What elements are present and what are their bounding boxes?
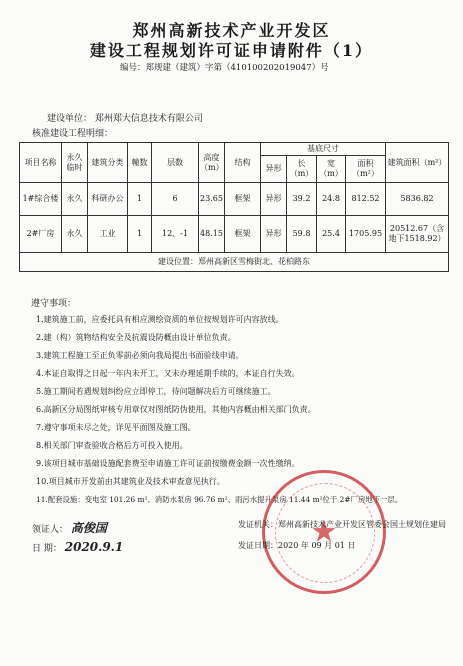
receive-date	[32, 540, 123, 554]
note-item: 10.项目城市开发前由其建筑业及技术审查意见执行。	[36, 477, 225, 486]
cell-name: 1#综合楼	[20, 183, 62, 216]
receiver-signature: 高俊国	[70, 521, 107, 535]
official-seal	[262, 470, 386, 594]
cell-height: 23.65	[199, 183, 225, 216]
cell-total: 5836.82	[386, 183, 449, 216]
header-name: 项目名称	[20, 143, 62, 183]
cell-category: 工业	[88, 216, 128, 253]
receiver-label: 领证人：	[32, 525, 69, 535]
date-label: 日 期：	[32, 544, 62, 554]
header-base-size: 基底尺寸	[261, 143, 386, 156]
note-item: 8.相关部门审查验收合格后方可投入使用。	[36, 441, 188, 450]
note-item: 5.施工期间若遇规划纠纷应立即停工，待问题解决后方可继续施工。	[36, 387, 276, 396]
construction-unit: 建设单位： 郑州郑大信息技术有限公司	[47, 114, 203, 124]
table-row	[20, 183, 449, 216]
cell-length: 39.2	[287, 183, 317, 216]
note-item: 2.建（构）筑物结构安全及抗震设防概由设计单位负责。	[36, 333, 236, 342]
cell-shape: 异形	[261, 216, 287, 253]
star-icon: ★	[310, 514, 338, 550]
note-item: 3.建筑工程施工至正负零前必须向我局提出书面验线申请。	[36, 351, 244, 360]
cell-total: 20512.67（含地下1518.92）	[386, 216, 449, 253]
title-line-2: 建设工程规划许可证申请附件（1）	[89, 41, 374, 60]
cell-floors: 6	[152, 183, 199, 216]
project-details-label: 核准建设工程明细：	[32, 129, 114, 139]
receiver	[32, 519, 107, 536]
cell-count: 1	[128, 183, 152, 216]
cell-structure: 框架	[225, 216, 261, 253]
header-type: 永久临时	[62, 143, 88, 183]
issuing-authority: 发证机关：郑州高新技术产业开发区管委会国土规划住建局	[238, 520, 446, 529]
header-category: 建筑分类	[88, 143, 128, 183]
address-row	[20, 253, 449, 272]
note-item: 9.该项目城市基础设施配套费至申请施工许可证前按缴费金额一次性缴纳。	[36, 459, 300, 468]
note-item: 6.高新区分局图纸审核专用章仅对图纸防伪使用，其他内容概由相关部门负责。	[36, 405, 316, 414]
table-header-row	[20, 143, 449, 156]
header-shape: 异形	[261, 156, 287, 183]
cell-width: 25.4	[317, 216, 346, 253]
note-item: 4.本证自取得之日起一年内未开工，又未办理延期手续的，本证自行失效。	[36, 369, 300, 378]
cell-height: 48.15	[199, 216, 225, 253]
cell-shape: 异形	[261, 183, 287, 216]
header-height: 高度（m）	[199, 143, 225, 183]
cell-area: 812.52	[346, 183, 386, 216]
header-total-area: 建筑面积（m²）	[386, 143, 449, 183]
cell-structure: 框架	[225, 183, 261, 216]
cell-name: 2#厂房	[20, 216, 62, 253]
cell-width: 24.8	[317, 183, 346, 216]
handwritten-date: 2020.9.1	[64, 540, 124, 554]
cell-area: 1705.95	[346, 216, 386, 253]
header-length: 长（m）	[287, 156, 317, 183]
construction-location: 建设位置：郑州高新区雪梅街北、花柏路东	[20, 253, 449, 272]
title-line-1: 郑州高新技术产业开发区	[132, 21, 331, 40]
table-row	[20, 216, 449, 253]
document-number: 编号：郑规建（建筑）字第（410100202019047）号	[120, 63, 329, 73]
notes-title: 遵守事项：	[31, 299, 77, 309]
note-item: 1.建筑施工前，应委托具有相应测绘资质的单位按规划许可内容放线。	[36, 315, 284, 324]
cell-floors: 12、-1	[152, 216, 199, 253]
cell-category: 科研办公	[88, 183, 128, 216]
header-structure: 结构	[225, 143, 261, 183]
note-item: 7.遵守事项未尽之处，详见平面图及施工图。	[36, 423, 196, 432]
cell-length: 59.8	[287, 216, 317, 253]
cell-type: 永久	[62, 183, 88, 216]
cell-type: 永久	[62, 216, 88, 253]
note-item: 11.配套设施：变电室 101.26 m²、消防水泵房 96.76 m²、雨污水提升泵房 11.44 m²位于 2#厂房地下一层。	[36, 495, 403, 504]
header-floors: 层数	[152, 143, 199, 183]
header-area: 面积（m²）	[346, 156, 386, 183]
header-width: 宽（m）	[317, 156, 346, 183]
issue-date: 发证日期：2020 年 09 月 01 日	[238, 541, 356, 550]
cell-count: 1	[128, 216, 152, 253]
project-table	[19, 142, 449, 272]
header-count: 幢数	[128, 143, 152, 183]
